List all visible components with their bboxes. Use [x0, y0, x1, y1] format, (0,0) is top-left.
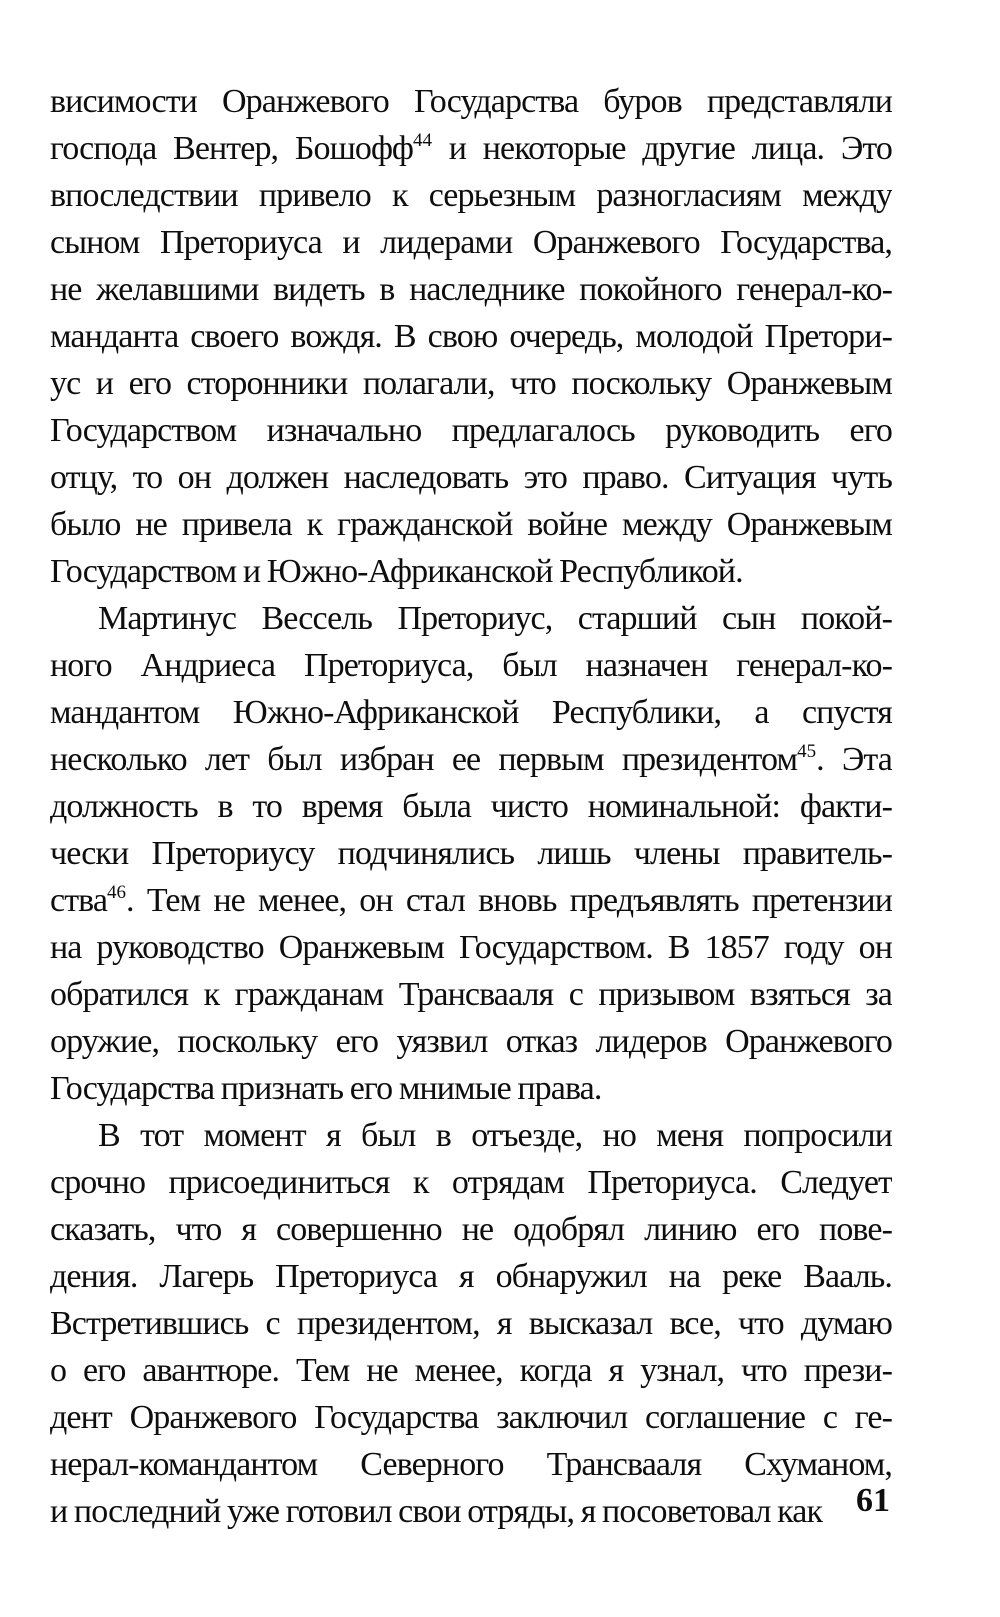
- text-line: [50, 1488, 892, 1535]
- text-line: [50, 501, 892, 548]
- line-text-continued: . Тем не менее, он стал вновь предъявлять претензии: [126, 882, 892, 919]
- text-line: [50, 1253, 892, 1300]
- text-line: [50, 1300, 892, 1347]
- text-line: [50, 1206, 892, 1253]
- text-line: [50, 313, 892, 360]
- line-text: оружие, поскольку его уязвил отказ лидеров Оранжевого: [50, 1023, 892, 1060]
- line-text: отцу, то он должен наследовать это право. Ситуация чуть: [50, 459, 892, 496]
- text-line: [50, 1112, 892, 1159]
- line-text: господа Вентер, Бошофф: [50, 130, 414, 167]
- line-text: обратился к гражданам Трансвааля с призывом взяться за: [50, 976, 892, 1013]
- paragraph: [50, 1112, 892, 1535]
- line-text: о его авантюре. Тем не менее, когда я узнал, что прези-: [50, 1352, 892, 1389]
- body-text: [50, 78, 892, 1535]
- line-text: Встретившись с президентом, я высказал все, что думаю: [50, 1305, 892, 1342]
- text-line: [50, 642, 892, 689]
- text-line: [50, 971, 892, 1018]
- line-text-continued: и некоторые другие лица. Это: [432, 130, 892, 167]
- text-line: [50, 689, 892, 736]
- line-text: сказать, что я совершенно не одобрял линию его пове-: [50, 1211, 892, 1248]
- line-text: должность в то время была чисто номинальной: факти-: [50, 788, 892, 825]
- text-line: [50, 125, 892, 172]
- page-number: 61: [856, 1482, 890, 1519]
- line-text: мандантом Южно-Африканской Республики, а спустя: [50, 694, 892, 731]
- text-line: [50, 454, 892, 501]
- line-text: ного Андриеса Преториуса, был назначен генерал-ко-: [50, 647, 892, 684]
- text-line: [50, 548, 892, 595]
- text-line: [50, 736, 892, 783]
- text-line: [50, 1018, 892, 1065]
- line-text: Государством и Южно-Африканской Республикой.: [50, 553, 743, 590]
- line-text: манданта своего вождя. В свою очередь, молодой Претори-: [50, 318, 892, 355]
- line-text: нерал-командантом Северного Трансвааля Схуманом,: [50, 1446, 892, 1483]
- footnote-reference: 44: [413, 130, 433, 151]
- text-line: [50, 830, 892, 877]
- line-text: впоследствии привело к серьезным разногласиям между: [50, 177, 892, 214]
- line-text: чески Преториусу подчинялись лишь члены правитель-: [50, 835, 892, 872]
- paragraph: [50, 78, 892, 595]
- paragraph: [50, 595, 892, 1112]
- text-line: [50, 1394, 892, 1441]
- text-line: [50, 1065, 892, 1112]
- text-line: [50, 1441, 892, 1488]
- line-text: дения. Лагерь Преториуса я обнаружил на реке Вааль.: [50, 1258, 892, 1295]
- line-text: и последний уже готовил свои отряды, я посоветовал как: [50, 1493, 823, 1530]
- line-text: дент Оранжевого Государства заключил соглашение с ге-: [50, 1399, 892, 1436]
- text-line: [50, 783, 892, 830]
- footnote-reference: 46: [107, 882, 127, 903]
- line-text: на руководство Оранжевым Государством. В 1857 году он: [50, 929, 892, 966]
- line-text: висимости Оранжевого Государства буров представляли: [50, 83, 892, 120]
- line-text: ус и его сторонники полагали, что поскольку Оранжевым: [50, 365, 892, 402]
- line-text: срочно присоединиться к отрядам Преториуса. Следует: [50, 1164, 892, 1201]
- line-text: не желавшими видеть в наследнике покойного генерал-ко-: [50, 271, 892, 308]
- line-text: В тот момент я был в отъезде, но меня попросили: [98, 1117, 892, 1154]
- text-line: [50, 407, 892, 454]
- text-line: [50, 266, 892, 313]
- line-text: было не привела к гражданской войне между Оранжевым: [50, 506, 892, 543]
- text-line: [50, 360, 892, 407]
- text-line: [50, 1347, 892, 1394]
- text-line: [50, 172, 892, 219]
- line-text: Государством изначально предлагалось руководить его: [50, 412, 892, 449]
- line-text: сыном Преториуса и лидерами Оранжевого Государства,: [50, 224, 892, 261]
- text-line: [50, 1159, 892, 1206]
- text-line: [50, 219, 892, 266]
- footnote-reference: 45: [797, 741, 817, 762]
- line-text: Мартинус Вессель Преториус, старший сын покой-: [98, 600, 892, 637]
- text-line: [50, 924, 892, 971]
- text-line: [50, 595, 892, 642]
- line-text: Государства признать его мнимые права.: [50, 1070, 602, 1107]
- text-line: [50, 78, 892, 125]
- text-line: [50, 877, 892, 924]
- line-text: ства: [50, 882, 108, 919]
- line-text-continued: . Эта: [816, 741, 892, 778]
- line-text: несколько лет был избран ее первым президентом: [50, 741, 798, 778]
